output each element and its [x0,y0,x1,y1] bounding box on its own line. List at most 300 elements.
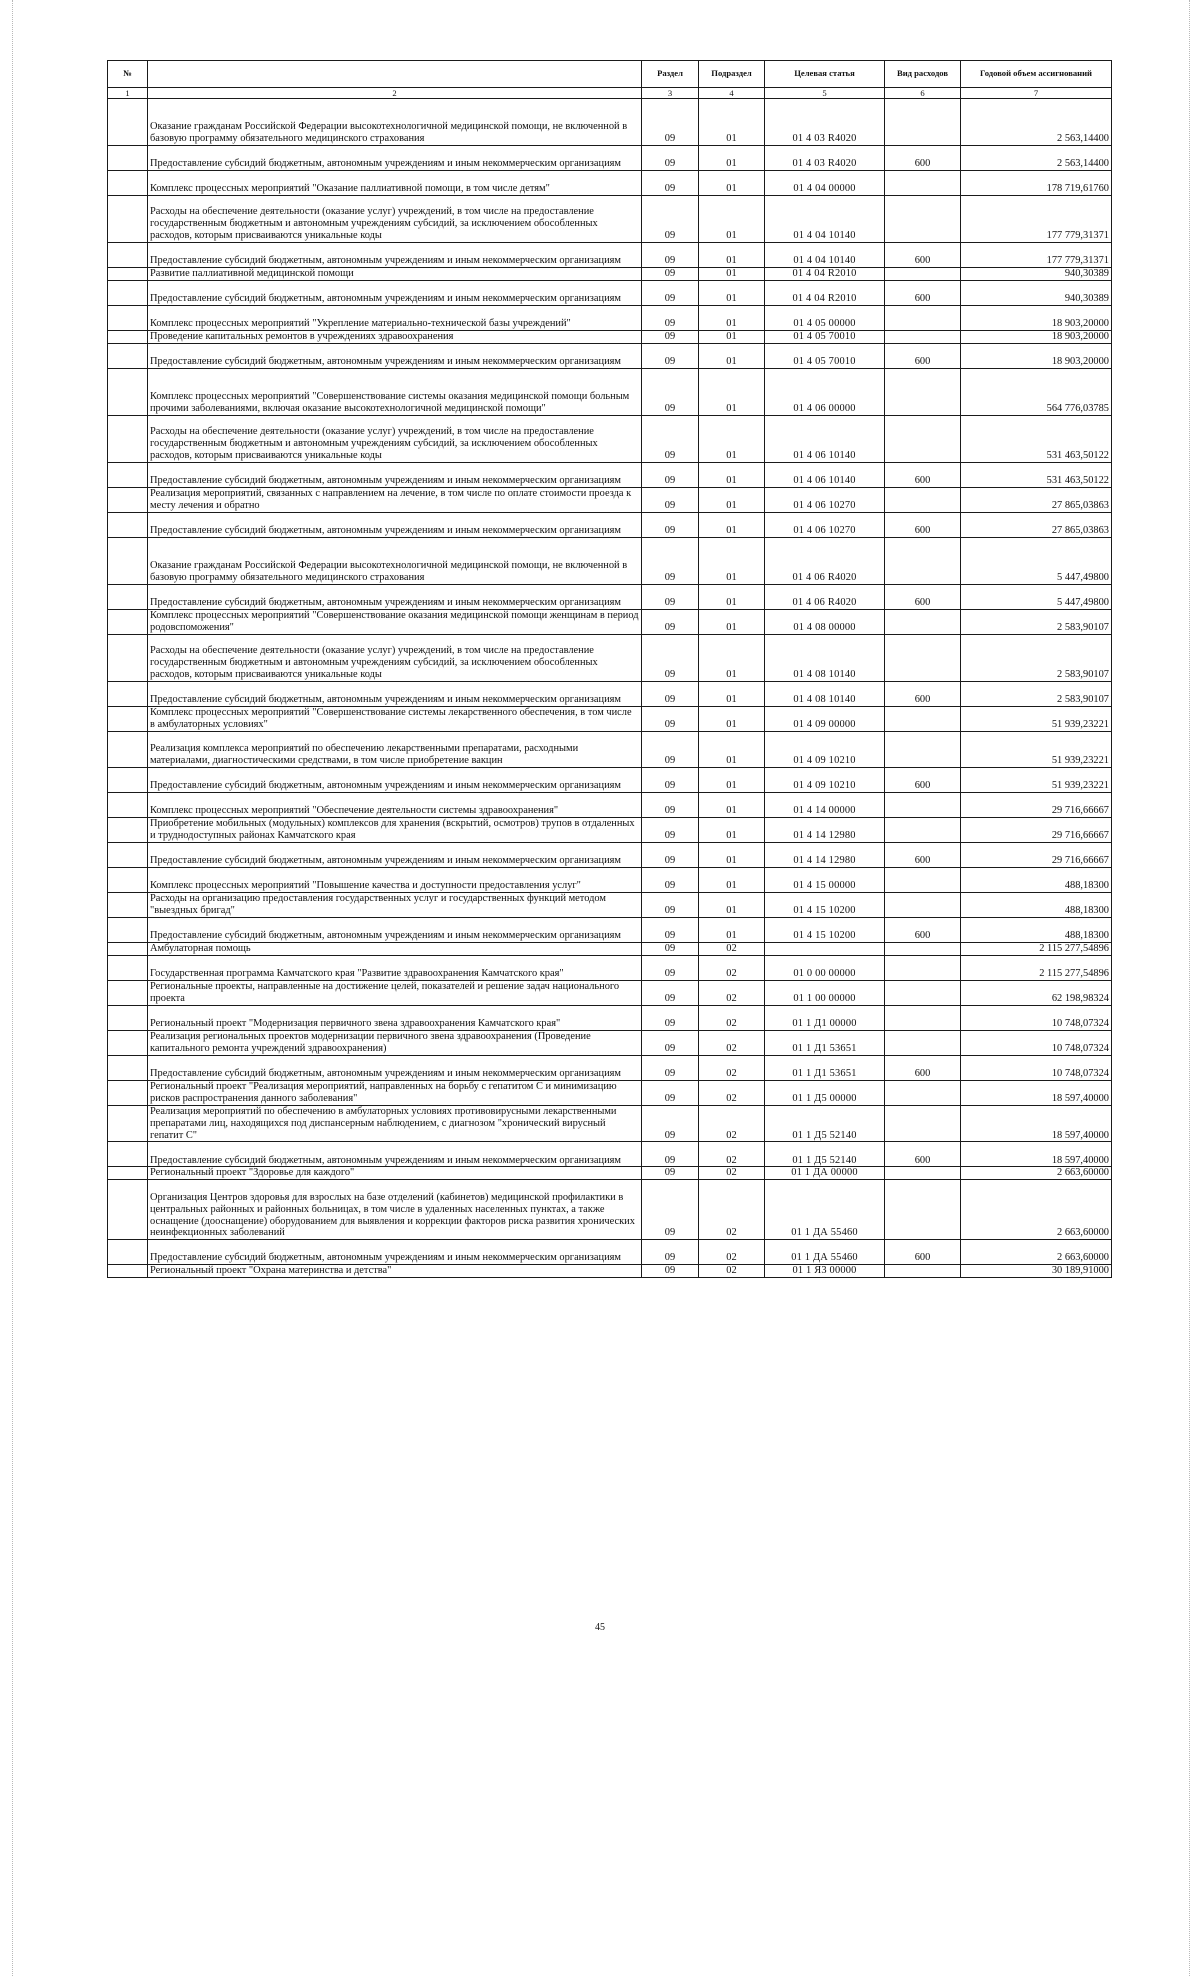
row-podrazdel: 01 [699,867,765,892]
row-amount: 2 663,60000 [961,1240,1112,1265]
row-exp-type: 600 [885,842,961,867]
row-amount: 2 663,60000 [961,1167,1112,1180]
column-number-row [108,88,1112,99]
header-exp-type: Вид расходов [885,61,961,88]
row-amount: 51 939,23221 [961,706,1112,731]
row-target: 01 1 Я3 00000 [765,1265,885,1278]
num [108,146,148,171]
table-row [108,415,1112,462]
row-podrazdel: 01 [699,817,765,842]
row-podrazdel: 01 [699,584,765,609]
header-num: № [108,61,148,88]
row-name: Региональный проект "Реализация мероприятий, направленных на борьбу с гепатитом С и минимизацию рисков распространения данного заболевания" [148,1080,642,1105]
row-target: 01 4 06 10270 [765,512,885,537]
row-exp-type [885,330,961,343]
row-name: Проведение капитальных ремонтов в учреждениях здравоохранения [148,330,642,343]
table-row [108,512,1112,537]
row-target: 01 4 06 R4020 [765,537,885,584]
row-podrazdel: 01 [699,462,765,487]
table-row [108,1142,1112,1167]
row-amount: 488,18300 [961,867,1112,892]
row-razdel: 09 [642,305,699,330]
num [108,792,148,817]
num [108,196,148,243]
row-razdel: 09 [642,1055,699,1080]
row-target: 01 1 Д1 53651 [765,1055,885,1080]
num [108,955,148,980]
row-podrazdel: 01 [699,609,765,634]
row-name: Предоставление субсидий бюджетным, автономным учреждениям и иным некоммерческим организациям [148,767,642,792]
row-podrazdel: 01 [699,196,765,243]
table-row [108,917,1112,942]
table-row [108,330,1112,343]
row-razdel: 09 [642,955,699,980]
row-razdel: 09 [642,584,699,609]
row-target: 01 4 04 R2010 [765,268,885,281]
row-razdel: 09 [642,415,699,462]
row-name: Комплекс процессных мероприятий "Обеспечение деятельности системы здравоохранения" [148,792,642,817]
row-amount: 564 776,03785 [961,368,1112,415]
row-name: Комплекс процессных мероприятий "Совершенствование оказания медицинской помощи женщинам в период родовспоможения" [148,609,642,634]
table-row [108,731,1112,767]
num [108,280,148,305]
table-row [108,681,1112,706]
table-row [108,892,1112,917]
row-razdel: 09 [642,1142,699,1167]
num [108,980,148,1005]
row-exp-type [885,1105,961,1142]
row-amount: 5 447,49800 [961,537,1112,584]
row-target: 01 4 06 R4020 [765,584,885,609]
row-amount: 10 748,07324 [961,1005,1112,1030]
row-exp-type: 600 [885,343,961,368]
row-podrazdel: 01 [699,917,765,942]
row-podrazdel: 01 [699,892,765,917]
row-amount: 2 115 277,54896 [961,942,1112,955]
row-name: Комплекс процессных мероприятий "Укрепление материально-технической базы учреждений" [148,305,642,330]
table-row [108,1180,1112,1240]
row-amount: 18 597,40000 [961,1080,1112,1105]
row-name: Предоставление субсидий бюджетным, автономным учреждениям и иным некоммерческим организациям [148,243,642,268]
row-name: Комплекс процессных мероприятий "Совершенствование системы лекарственного обеспечения, в том числе в амбулаторных условиях" [148,706,642,731]
row-podrazdel: 02 [699,1240,765,1265]
table-row [108,1005,1112,1030]
row-podrazdel: 02 [699,1265,765,1278]
row-name: Организация Центров здоровья для взрослых на базе отделений (кабинетов) медицинской профилактики в центральных районных и районных больницах, в том числе в удаленных населенных пунктах, а также оснащение (дооснащение) оборудованием для выявления и коррекции факторов риска развития хронических неинфекционных заболеваний [148,1180,642,1240]
row-name: Предоставление субсидий бюджетным, автономным учреждениям и иным некоммерческим организациям [148,1055,642,1080]
row-amount: 2 663,60000 [961,1180,1112,1240]
row-target: 01 4 14 12980 [765,842,885,867]
row-razdel: 09 [642,268,699,281]
row-razdel: 09 [642,917,699,942]
row-exp-type: 600 [885,767,961,792]
num [108,867,148,892]
row-razdel: 09 [642,792,699,817]
row-amount: 940,30389 [961,268,1112,281]
row-razdel: 09 [642,280,699,305]
row-name: Предоставление субсидий бюджетным, автономным учреждениям и иным некоммерческим организациям [148,1240,642,1265]
row-exp-type [885,1030,961,1055]
row-podrazdel: 01 [699,537,765,584]
row-target: 01 4 15 10200 [765,917,885,942]
row-exp-type: 600 [885,1142,961,1167]
row-razdel: 09 [642,343,699,368]
row-razdel: 09 [642,867,699,892]
row-podrazdel: 02 [699,955,765,980]
budget-table [107,60,1112,1278]
row-podrazdel: 01 [699,767,765,792]
row-name: Реализация мероприятий по обеспечению в амбулаторных условиях противовирусными лекарственными препаратами лиц, находящихся под диспансерным наблюдением, с диагнозом "хронический вирусный гепатит С" [148,1105,642,1142]
row-amount: 488,18300 [961,892,1112,917]
num [108,462,148,487]
table-row [108,196,1112,243]
num [108,171,148,196]
row-razdel: 09 [642,1180,699,1240]
table-row [108,368,1112,415]
row-podrazdel: 01 [699,99,765,146]
row-amount: 2 583,90107 [961,609,1112,634]
row-target: 01 4 06 00000 [765,368,885,415]
table-body [108,99,1112,1278]
row-exp-type [885,892,961,917]
row-amount: 2 583,90107 [961,681,1112,706]
table-row [108,1105,1112,1142]
row-exp-type [885,1180,961,1240]
num [108,731,148,767]
row-name: Региональный проект "Охрана материнства и детства" [148,1265,642,1278]
row-razdel: 09 [642,99,699,146]
row-target: 01 4 03 R4020 [765,99,885,146]
row-amount: 18 597,40000 [961,1105,1112,1142]
row-razdel: 09 [642,942,699,955]
table-row [108,146,1112,171]
row-exp-type [885,415,961,462]
num [108,512,148,537]
row-target: 01 4 04 00000 [765,171,885,196]
table-row [108,980,1112,1005]
num [108,892,148,917]
row-podrazdel: 01 [699,243,765,268]
table-row [108,706,1112,731]
row-name: Комплекс процессных мероприятий "Повышение качества и доступности предоставления услуг" [148,867,642,892]
row-exp-type [885,1167,961,1180]
column-number: 6 [885,88,961,99]
header-podrazdel: Подраздел [699,61,765,88]
column-number: 5 [765,88,885,99]
row-exp-type [885,537,961,584]
row-amount: 62 198,98324 [961,980,1112,1005]
row-podrazdel: 02 [699,1030,765,1055]
row-amount: 18 597,40000 [961,1142,1112,1167]
row-name: Оказание гражданам Российской Федерации высокотехнологичной медицинской помощи, не включенной в базовую программу обязательного медицинского страхования [148,537,642,584]
row-name: Предоставление субсидий бюджетным, автономным учреждениям и иным некоммерческим организациям [148,280,642,305]
row-amount: 177 779,31371 [961,243,1112,268]
row-razdel: 09 [642,368,699,415]
num [108,942,148,955]
header-target: Целевая статья [765,61,885,88]
table-row [108,280,1112,305]
table-row [108,487,1112,512]
row-amount: 29 716,66667 [961,792,1112,817]
row-podrazdel: 01 [699,305,765,330]
row-exp-type [885,942,961,955]
row-target: 01 4 04 10140 [765,196,885,243]
row-exp-type [885,1005,961,1030]
row-razdel: 09 [642,980,699,1005]
row-podrazdel: 01 [699,268,765,281]
row-podrazdel: 01 [699,512,765,537]
row-podrazdel: 01 [699,842,765,867]
row-podrazdel: 02 [699,942,765,955]
row-target: 01 4 05 00000 [765,305,885,330]
row-razdel: 09 [642,1005,699,1030]
row-amount: 940,30389 [961,280,1112,305]
row-name: Предоставление субсидий бюджетным, автономным учреждениям и иным некоммерческим организациям [148,681,642,706]
num [108,305,148,330]
row-exp-type [885,792,961,817]
row-name: Приобретение мобильных (модульных) комплексов для хранения (вскрытий, осмотров) трупов в отдаленных и труднодоступных районах Камчатского края [148,817,642,842]
table-row [108,584,1112,609]
num [108,1030,148,1055]
row-target: 01 4 05 70010 [765,343,885,368]
row-podrazdel: 02 [699,1005,765,1030]
row-name: Предоставление субсидий бюджетным, автономным учреждениям и иным некоммерческим организациям [148,343,642,368]
row-target: 01 4 03 R4020 [765,146,885,171]
row-target: 01 1 ДА 55460 [765,1240,885,1265]
row-target: 01 4 09 10210 [765,731,885,767]
row-exp-type [885,268,961,281]
row-name: Предоставление субсидий бюджетным, автономным учреждениям и иным некоммерческим организациям [148,842,642,867]
column-number: 1 [108,88,148,99]
row-podrazdel: 02 [699,1055,765,1080]
row-razdel: 09 [642,196,699,243]
row-target: 01 1 Д5 00000 [765,1080,885,1105]
row-podrazdel: 01 [699,146,765,171]
column-number: 7 [961,88,1112,99]
num [108,1180,148,1240]
row-podrazdel: 01 [699,487,765,512]
row-exp-type [885,731,961,767]
num [108,1080,148,1105]
table-row [108,305,1112,330]
row-amount: 27 865,03863 [961,487,1112,512]
row-target: 01 1 Д1 53651 [765,1030,885,1055]
row-name: Расходы на организацию предоставления государственных услуг и государственных функций методом "выездных бригад" [148,892,642,917]
row-podrazdel: 01 [699,792,765,817]
num [108,243,148,268]
row-amount: 18 903,20000 [961,305,1112,330]
row-exp-type: 600 [885,280,961,305]
row-name: Реализация комплекса мероприятий по обеспечению лекарственными препаратами, расходными материалами, диагностическими средствами, в том числе приобретение вакцин [148,731,642,767]
row-amount: 18 903,20000 [961,330,1112,343]
num [108,1240,148,1265]
row-target: 01 4 05 70010 [765,330,885,343]
row-amount: 51 939,23221 [961,731,1112,767]
row-target: 01 4 09 00000 [765,706,885,731]
row-podrazdel: 02 [699,1142,765,1167]
row-amount: 2 563,14400 [961,99,1112,146]
num [108,343,148,368]
table-row [108,171,1112,196]
num [108,842,148,867]
row-name: Государственная программа Камчатского края "Развитие здравоохранения Камчатского края" [148,955,642,980]
row-name: Расходы на обеспечение деятельности (оказание услуг) учреждений, в том числе на предоставление государственным бюджетным и автономным учреждениям субсидий, за исключением обособленных расходов, которым присваиваются уникальные коды [148,196,642,243]
row-target: 01 1 ДА 55460 [765,1180,885,1240]
table-row [108,955,1112,980]
num [108,268,148,281]
row-target: 01 4 04 R2010 [765,280,885,305]
table-row [108,1240,1112,1265]
num [108,99,148,146]
num [108,537,148,584]
row-podrazdel: 01 [699,415,765,462]
row-razdel: 09 [642,1240,699,1265]
table-row [108,243,1112,268]
row-target: 01 4 08 00000 [765,609,885,634]
header-name [148,61,642,88]
row-name: Расходы на обеспечение деятельности (оказание услуг) учреждений, в том числе на предоставление государственным бюджетным и автономным учреждениям субсидий, за исключением обособленных расходов, которым присваиваются уникальные коды [148,415,642,462]
row-razdel: 09 [642,706,699,731]
row-target: 01 1 ДА 00000 [765,1167,885,1180]
row-name: Предоставление субсидий бюджетным, автономным учреждениям и иным некоммерческим организациям [148,512,642,537]
row-target: 01 4 06 10140 [765,462,885,487]
row-exp-type [885,305,961,330]
row-name: Предоставление субсидий бюджетным, автономным учреждениям и иным некоммерческим организациям [148,1142,642,1167]
row-target: 01 4 14 00000 [765,792,885,817]
row-razdel: 09 [642,1080,699,1105]
row-target: 01 4 15 10200 [765,892,885,917]
row-target: 01 4 06 10140 [765,415,885,462]
table-row [108,792,1112,817]
row-target: 01 4 06 10270 [765,487,885,512]
num [108,1142,148,1167]
row-name: Комплекс процессных мероприятий "Совершенствование системы оказания медицинской помощи больным прочими заболеваниями, включая оказание высокотехнологичной медицинской помощи" [148,368,642,415]
row-exp-type [885,955,961,980]
table-row [108,867,1112,892]
header-razdel: Раздел [642,61,699,88]
table-row [108,817,1112,842]
table-row [108,1167,1112,1180]
row-exp-type [885,1265,961,1278]
num [108,609,148,634]
row-exp-type: 600 [885,512,961,537]
table-row [108,942,1112,955]
row-razdel: 09 [642,462,699,487]
row-name: Региональные проекты, направленные на достижение целей, показателей и решение задач национального проекта [148,980,642,1005]
row-podrazdel: 01 [699,706,765,731]
row-razdel: 09 [642,892,699,917]
num [108,634,148,681]
row-exp-type [885,867,961,892]
row-target: 01 4 08 10140 [765,634,885,681]
row-amount: 2 115 277,54896 [961,955,1112,980]
row-razdel: 09 [642,512,699,537]
num [108,817,148,842]
table-row [108,99,1112,146]
row-name: Амбулаторная помощь [148,942,642,955]
row-amount: 29 716,66667 [961,842,1112,867]
row-amount: 177 779,31371 [961,196,1112,243]
row-podrazdel: 02 [699,980,765,1005]
row-name: Предоставление субсидий бюджетным, автономным учреждениям и иным некоммерческим организациям [148,146,642,171]
num [108,330,148,343]
row-amount: 27 865,03863 [961,512,1112,537]
row-exp-type [885,817,961,842]
row-exp-type [885,487,961,512]
row-razdel: 09 [642,146,699,171]
row-exp-type [885,1080,961,1105]
row-target [765,942,885,955]
row-podrazdel: 01 [699,330,765,343]
row-razdel: 09 [642,1167,699,1180]
row-amount: 29 716,66667 [961,817,1112,842]
table-row [108,842,1112,867]
row-target: 01 1 00 00000 [765,980,885,1005]
row-razdel: 09 [642,1030,699,1055]
num [108,368,148,415]
row-amount: 488,18300 [961,917,1112,942]
row-exp-type: 600 [885,1240,961,1265]
row-podrazdel: 01 [699,634,765,681]
table-row [108,634,1112,681]
row-podrazdel: 01 [699,171,765,196]
num [108,1167,148,1180]
num [108,415,148,462]
row-exp-type: 600 [885,917,961,942]
num [108,1055,148,1080]
row-podrazdel: 02 [699,1167,765,1180]
row-exp-type: 600 [885,243,961,268]
num [108,1005,148,1030]
row-name: Оказание гражданам Российской Федерации высокотехнологичной медицинской помощи, не включенной в базовую программу обязательного медицинского страхования [148,99,642,146]
row-podrazdel: 01 [699,731,765,767]
row-amount: 178 719,61760 [961,171,1112,196]
header-amount: Годовой объем ассигнований [961,61,1112,88]
row-name: Предоставление субсидий бюджетным, автономным учреждениям и иным некоммерческим организациям [148,584,642,609]
row-target: 01 4 04 10140 [765,243,885,268]
row-razdel: 09 [642,1265,699,1278]
num [108,706,148,731]
column-number: 4 [699,88,765,99]
row-name: Реализация мероприятий, связанных с направлением на лечение, в том числе по оплате стоимости проезда к месту лечения и обратно [148,487,642,512]
row-exp-type: 600 [885,1055,961,1080]
table-row [108,1265,1112,1278]
row-name: Предоставление субсидий бюджетным, автономным учреждениям и иным некоммерческим организациям [148,917,642,942]
table-header-row [108,61,1112,88]
row-exp-type [885,99,961,146]
scan-edge-left [12,0,14,1976]
num [108,681,148,706]
num [108,1105,148,1142]
column-number: 3 [642,88,699,99]
row-exp-type: 600 [885,584,961,609]
row-target: 01 0 00 00000 [765,955,885,980]
column-number: 2 [148,88,642,99]
row-target: 01 4 14 12980 [765,817,885,842]
row-razdel: 09 [642,330,699,343]
row-target: 01 4 09 10210 [765,767,885,792]
row-exp-type [885,980,961,1005]
row-amount: 531 463,50122 [961,415,1112,462]
row-podrazdel: 01 [699,681,765,706]
row-razdel: 09 [642,537,699,584]
row-podrazdel: 02 [699,1105,765,1142]
table-row [108,1030,1112,1055]
row-target: 01 1 Д5 52140 [765,1142,885,1167]
row-exp-type [885,706,961,731]
num [108,584,148,609]
row-amount: 10 748,07324 [961,1055,1112,1080]
